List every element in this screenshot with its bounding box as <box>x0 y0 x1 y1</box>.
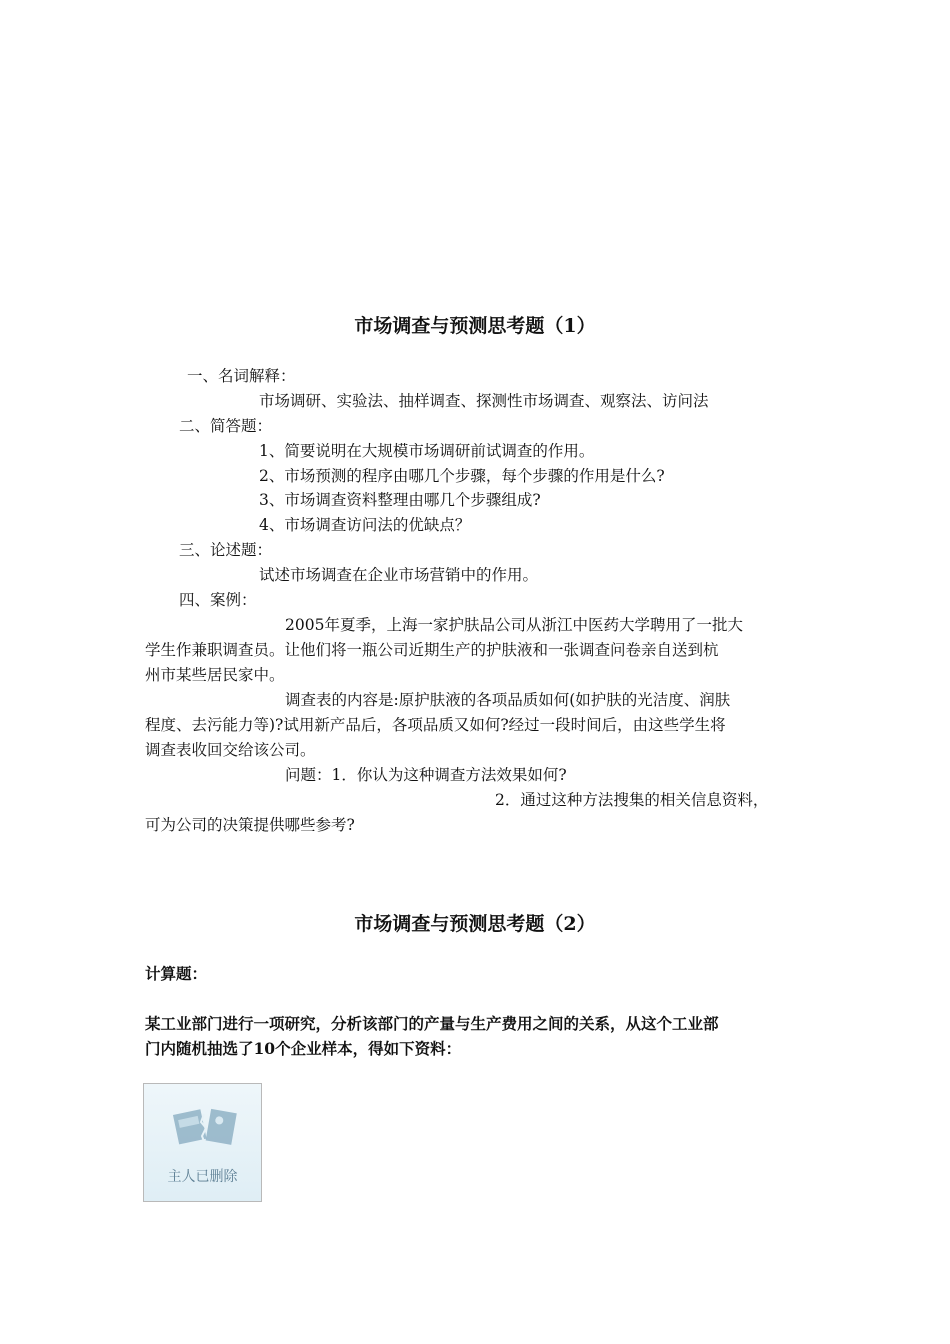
q2-item: 4、市场调查访问法的优缺点？ <box>259 516 471 534</box>
section1-title: 市场调查与预测思考题（1） <box>354 315 596 337</box>
q1-terms: 市场调研、实验法、抽样调查、探测性市场调查、观察法、访问法 <box>259 392 709 410</box>
case-paragraph-line: 州市某些居民家中。 <box>145 666 285 684</box>
case-question: 可为公司的决策提供哪些参考? <box>145 816 355 834</box>
q2-item: 2、市场预测的程序由哪几个步骤，每个步骤的作用是什么? <box>259 467 665 485</box>
q3-text: 试述市场调查在企业市场营销中的作用。 <box>259 566 539 584</box>
calc-heading: 计算题： <box>145 964 208 983</box>
case-paragraph-line: 学生作兼职调查员。让他们将一瓶公司近期生产的护肤液和一张调查问卷亲自送到杭 <box>145 641 719 659</box>
deleted-image-placeholder <box>143 1083 262 1202</box>
q3-heading: 三、论述题： <box>179 541 273 559</box>
deleted-image-caption: 主人已删除 <box>167 1169 238 1185</box>
q4-heading: 四、案例： <box>179 591 257 609</box>
case-paragraph-line: 调查表收回交给该公司。 <box>145 741 316 759</box>
q2-item: 3、市场调查资料整理由哪几个步骤组成? <box>259 491 541 509</box>
case-question: 问题：1．你认为这种调查方法效果如何? <box>285 766 567 784</box>
q1-heading: 一、名词解释： <box>187 367 296 385</box>
calc-paragraph-line: 门内随机抽选了10个企业样本，得如下资料： <box>145 1039 462 1058</box>
case-paragraph-line: 调查表的内容是:原护肤液的各项品质如何(如护肤的光洁度、润肤 <box>285 691 731 709</box>
q2-item: 1、简要说明在大规模市场调研前试调查的作用。 <box>259 442 595 460</box>
case-paragraph-line: 2005年夏季，上海一家护肤品公司从浙江中医药大学聘用了一批大 <box>285 616 743 634</box>
broken-image-icon <box>144 1084 261 1164</box>
q2-heading: 二、简答题： <box>179 417 273 435</box>
section2-title: 市场调查与预测思考题（2） <box>354 913 596 935</box>
calc-paragraph-line: 某工业部门进行一项研究，分析该部门的产量与生产费用之间的关系，从这个工业部 <box>145 1014 719 1033</box>
case-question: 2．通过这种方法搜集的相关信息资料， <box>495 791 769 809</box>
case-paragraph-line: 程度、去污能力等)?试用新产品后，各项品质又如何?经过一段时间后，由这些学生将 <box>145 716 726 734</box>
